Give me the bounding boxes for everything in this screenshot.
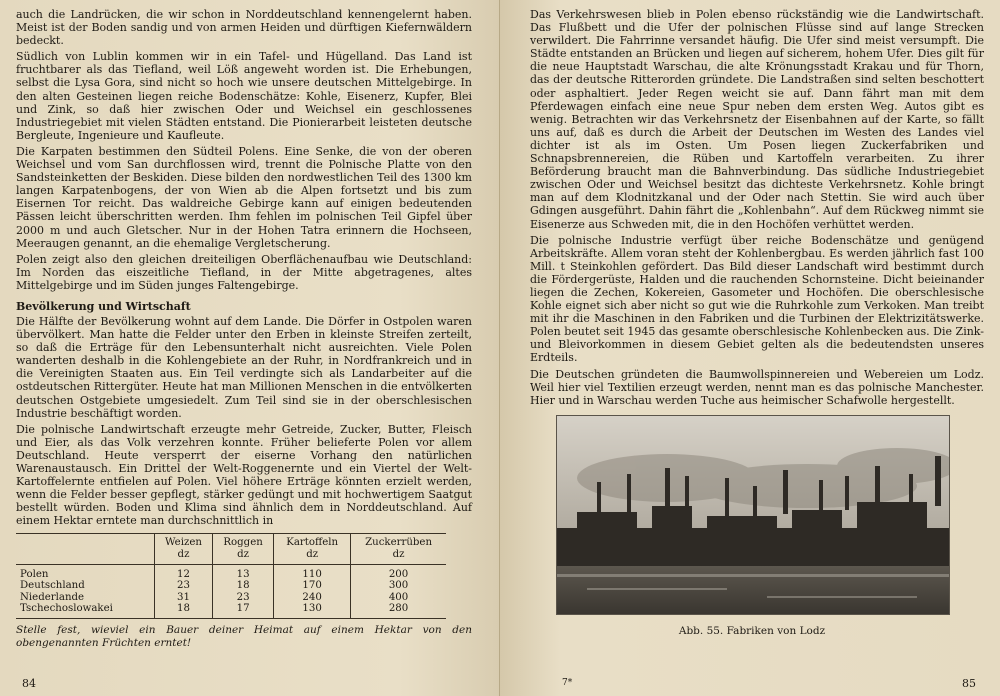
table-cell: 18 <box>155 603 213 618</box>
yield-table <box>16 533 446 619</box>
task-note: Stelle fest, wieviel ein Bauer deiner Heimat auf einem Hektar von den obengenannten Früchten erntet! <box>16 624 472 649</box>
table-header-empty <box>16 534 155 564</box>
factory-photo-illustration <box>557 416 949 614</box>
table-cell: Niederlande <box>16 592 155 604</box>
paragraph: Die polnische Landwirtschaft erzeugte mehr Getreide, Zucker, Butter, Fleisch und Eier, als das Volk verzehren konnte. Früher belieferte Polen vor allem Deutschland. Heute versperrt der eiserne Vorhang den natürlichen Warenaustausch. Ein Drittel der Welt-Roggenernte und ein Viertel der Welt-Kartoffelernte entfielen auf Polen. Viel höhere Erträge könnten erzielt werden, wenn die Felder besser gepflegt, stärker gedüngt und mit hochwertigem Saatgut bestellt würden. Boden und Klima sind ähnlich dem in Norddeutschland. Auf einem Hektar erntete man durchschnittlich in <box>16 422 472 528</box>
paragraph: Die Karpaten bestimmen den Südteil Polens. Eine Senke, die von der oberen Weichsel und vom San durchflossen wird, trennt die Polnische Platte von den Sandsteinketten der Beskiden. Diese bilden den nordwestlichen Teil des 1300 km langen Karpatenbogens, der von Wien ab die Alpen fortsetzt und bis zum Eisernen Tor reicht. Das waldreiche Gebirge kann auf einigen bedeutenden Pässen leicht überschritten werden. Ihm fehlen im polnischen Teil Gipfel über 2000 m und auch Gletscher. Nur in der Hohen Tatra erinnern die Hochseen, Meeraugen genannt, an die ehemalige Vergletscherung. <box>16 144 472 250</box>
table-header-row <box>16 534 446 564</box>
table-cell: Polen <box>16 564 155 580</box>
table-cell: 110 <box>274 564 351 580</box>
table-cell: 31 <box>155 592 213 604</box>
table-cell: 280 <box>351 603 446 618</box>
table-cell: 17 <box>212 603 273 618</box>
table-cell: 170 <box>274 580 351 592</box>
table-row <box>16 564 446 580</box>
paragraph: Die Deutschen gründeten die Baumwollspinnereien und Webereien um Lodz. Weil hier viel Textilien erzeugt werden, nennt man es das polnische Manchester. Hier und in Warschau werden Tuche aus heimischer Schafwolle hergestellt. <box>530 367 984 407</box>
paragraph: Das Verkehrswesen blieb in Polen ebenso rückständig wie die Landwirtschaft. Das Flußbett und die Ufer der polnischen Flüsse sind auf lange Strecken verwildert. Die Fahrrinne versandet häufig. Die Ufer sind meist versumpft. Die Städte entstanden an Brücken und liegen auf sicherem, hohem Ufer. Dies gilt für die neue Hauptstadt Warschau, die alte Krönungsstadt Krakau und für Thorn, das der deutsche Ritterorden gründete. Die Landstraßen sind selten beschottert oder asphaltiert. Jeder Regen weicht sie auf. Dann fährt man mit dem Pferdewagen einfach eine neue Spur neben dem ersten Weg. Autos gibt es wenig. Betrachten wir das Verkehrsnetz der Eisenbahnen auf der Karte, so fällt uns auf, daß es durch die Arbeit der Deutschen im Westen des Landes viel dichter ist als im Osten. Um Posen liegen Zuckerfabriken und Schnapsbrennereien, die Rüben und Kartoffeln verarbeiten. Zu ihrer Beförderung braucht man die Bahnverbindung. Das südliche Industriegebiet zwischen Oder und Weichsel besitzt das dichteste Verkehrsnetz. Kohle bringt man auf dem Klodnitzkanal und der Oder nach Stettin. Sie wird auch über Gdingen ausgeführt. Dahin fährt die „Kohlenbahn“. Auf dem Rückweg nimmt sie Eisenerze aus Schweden mit, die in den Hochöfen verhüttet werden. <box>530 8 984 231</box>
section-heading: Bevölkerung und Wirtschaft <box>16 299 191 313</box>
paragraph: Die Hälfte der Bevölkerung wohnt auf dem Lande. Die Dörfer in Ostpolen waren übervölkert. Man hatte die Felder unter den Erben in kleinste Streifen zerteilt, so daß die Erträge für den Lebensunterhalt nicht ausreichten. Viele Polen wanderten deshalb in die Kohlengebiete an der Ruhr, in Nordfrankreich und in die Vereinigten Staaten aus. Ein Teil verdingte sich als Landarbeiter auf die ostdeutschen Rittergüter. Heute hat man Millionen Menschen in die entvölkerten deutschen Ostgebiete umgesiedelt. Zum Teil sind sie in der oberschlesischen Industrie beschäftigt worden. <box>16 314 472 420</box>
header-unit: dz <box>392 549 405 561</box>
page-number: 84 <box>22 677 36 690</box>
paragraph: Südlich von Lublin kommen wir in ein Tafel- und Hügelland. Das Land ist fruchtbarer als das Tiefland, weil Löß angeweht worden ist. Die Erhebungen, selbst die Lysa Gora, sind nicht so hoch wie unsere deutschen Mittelgebirge. In den alten Gesteinen liegen reiche Bodenschätze: Kohle, Eisenerz, Kupfer, Blei und Zink, so daß hier zwischen Oder und Weichsel ein geschlossenes Industriegebiet mit vielen Städten entstand. Die Pionierarbeit leisteten deutsche Bergleute, Ingenieure und Kaufleute. <box>16 50 472 142</box>
table-cell: 12 <box>155 564 213 580</box>
factory-photo <box>556 415 950 615</box>
table-cell: Tschechoslowakei <box>16 603 155 618</box>
header-unit: dz <box>306 549 319 561</box>
table-header <box>155 534 213 564</box>
header-name: Kartoffeln <box>286 537 339 549</box>
table-header <box>212 534 273 564</box>
paragraph: Die polnische Industrie verfügt über reiche Bodenschätze und genügend Arbeitskräfte. Allem voran steht der Kohlenbergbau. Es werden jährlich fast 100 Mill. t Steinkohlen gefördert. Das Bild dieser Landschaft wird bestimmt durch die Fördergerüste, Halden und die rauchenden Schornsteine. Dicht beieinander liegen die Zechen, Kokereien, Gasometer und Hochöfen. Die oberschlesische Kohle eignet sich aber nicht so gut wie die Ruhrkohle zum Verkoken. Man treibt mit ihr die Maschinen in den Fabriken und die Turbinen der Elektrizitätswerke. Polen beutet seit 1945 das gesamte oberschlesische Kohlenbecken aus. Die Zink- und Bleivorkommen in diesem Gebiet gelten als die bedeutendsten unseres Erdteils. <box>530 233 984 365</box>
table-cell: Deutschland <box>16 580 155 592</box>
table-cell: 23 <box>212 592 273 604</box>
table-row <box>16 592 446 604</box>
page-number: 85 <box>962 677 976 690</box>
table-cell: 18 <box>212 580 273 592</box>
table-cell: 400 <box>388 591 409 603</box>
table-cell: 130 <box>274 603 351 618</box>
table-cell: 240 <box>274 592 351 604</box>
table-cell: 23 <box>155 580 213 592</box>
header-name: Roggen <box>223 537 263 549</box>
table-row <box>16 603 446 618</box>
signature-mark: 7* <box>562 678 573 688</box>
header-name: Zuckerrüben <box>365 537 433 549</box>
paragraph: Polen zeigt also den gleichen dreiteiligen Oberflächenaufbau wie Deutschland: Im Norden das eiszeitliche Tiefland, in der Mitte abgetragenes, altes Mittelgebirge und im Süden junges Faltengebirge. <box>16 252 472 292</box>
header-name: Weizen <box>165 537 202 549</box>
table-cell: 200 <box>388 568 409 580</box>
table-cell: 13 <box>212 564 273 580</box>
table-cell: 300 <box>388 580 409 592</box>
right-page <box>500 0 1000 696</box>
paragraph: auch die Landrücken, die wir schon in Norddeutschland kennengelernt haben. Meist ist der Boden sandig und von armen Heiden und dürftigen Kiefernwäldern bedeckt. <box>16 8 472 48</box>
table-row <box>16 580 446 592</box>
photo-caption: Abb. 55. Fabriken von Lodz <box>678 624 826 637</box>
table-header <box>274 534 351 564</box>
header-unit: dz <box>237 549 250 561</box>
table-header <box>351 534 446 564</box>
header-unit: dz <box>177 549 190 561</box>
